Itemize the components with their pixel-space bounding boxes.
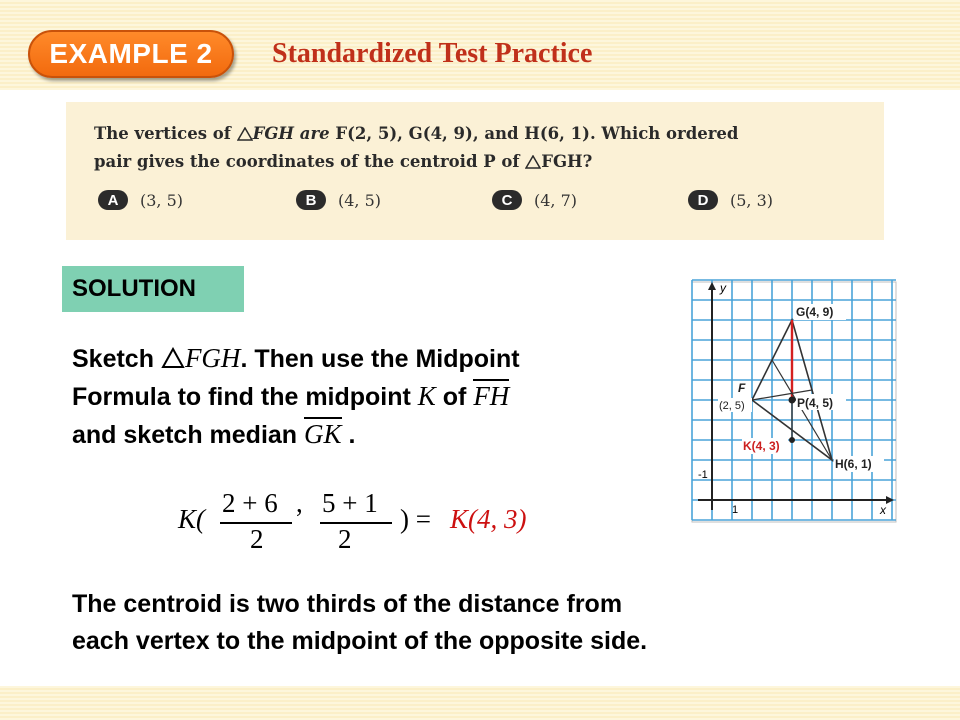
solution-text-1c: . Then use the Midpoint [240,345,520,373]
label-p: P(4, 5) [797,396,834,410]
formula-k-open: K( [178,504,205,534]
choice-value: (4, 7) [534,190,578,210]
fraction-2-numerator: 5 + 1 [322,488,378,518]
label-h: H(6, 1) [835,457,872,471]
conclusion-line-1: The centroid is two thirds of the distance from [72,590,623,618]
choice-b[interactable] [296,190,381,210]
fraction-2-bar [320,522,392,524]
midpoint-name: K [417,381,436,411]
label-f: F [738,381,746,395]
solution-steps [72,340,672,454]
choice-value: (4, 5) [338,190,382,210]
choice-c[interactable] [492,190,577,210]
conclusion-line-2: each vertex to the midpoint of the opposite side. [72,627,648,655]
solution-text-3c: . [341,421,356,449]
example-badge: EXAMPLE 2 [28,30,234,78]
formula-close-eq: ) = [400,504,431,534]
solution-label: SOLUTION [62,266,244,312]
triangle-graph [688,278,900,528]
fraction-1-denominator: 2 [250,524,264,554]
problem-text-1b: FGH are [252,124,336,143]
triangle-icon [525,155,541,169]
segment-fh: FH [473,381,510,411]
y-axis-label: y [720,281,726,295]
choice-letter: D [688,190,718,210]
problem-text-1a: The vertices of [94,124,237,143]
choice-letter: C [492,190,522,210]
triangle-icon [237,127,253,141]
midpoint-formula [178,488,578,558]
problem-text-1c: F(2, 5), G(4, 9), and H(6, 1). Which ordered [335,124,739,143]
y-tick-label: -1 [698,469,708,481]
label-f-coord: (2, 5) [719,400,745,412]
problem-box [66,102,884,240]
choice-a[interactable] [98,190,183,210]
choice-letter: B [296,190,326,210]
segment-gk: GK [304,419,342,449]
point-p [789,397,796,404]
solution-text-3a: and sketch median [72,421,305,449]
triangle-icon [161,347,185,369]
choice-value: (3, 5) [140,190,184,210]
footer-band [0,686,960,720]
formula-result: K(4, 3) [450,504,527,534]
problem-text-2c: FGH? [541,152,593,171]
triangle-name: FGH [184,343,241,373]
point-k [789,437,795,443]
solution-text-2a: Formula to find the midpoint [72,383,418,411]
solution-text-2c: of [435,383,474,411]
problem-text-2a: pair gives the coordinates of the centroid [94,152,484,171]
choice-letter: A [98,190,128,210]
answer-choices [98,190,878,220]
fraction-2-denominator: 2 [338,524,352,554]
fraction-1-numerator: 2 + 6 [222,488,278,518]
formula-comma: , [296,488,303,518]
problem-statement [94,120,854,176]
problem-text-2b: P of [483,152,526,171]
conclusion [72,586,832,660]
choice-d[interactable] [688,190,773,210]
x-tick-label: 1 [732,504,739,516]
solution-text-1a: Sketch [72,345,161,373]
page-title: Standardized Test Practice [272,38,593,69]
x-axis-label: x [880,503,886,517]
label-g: G(4, 9) [796,305,834,319]
choice-value: (5, 3) [730,190,774,210]
label-k: K(4, 3) [743,439,780,453]
